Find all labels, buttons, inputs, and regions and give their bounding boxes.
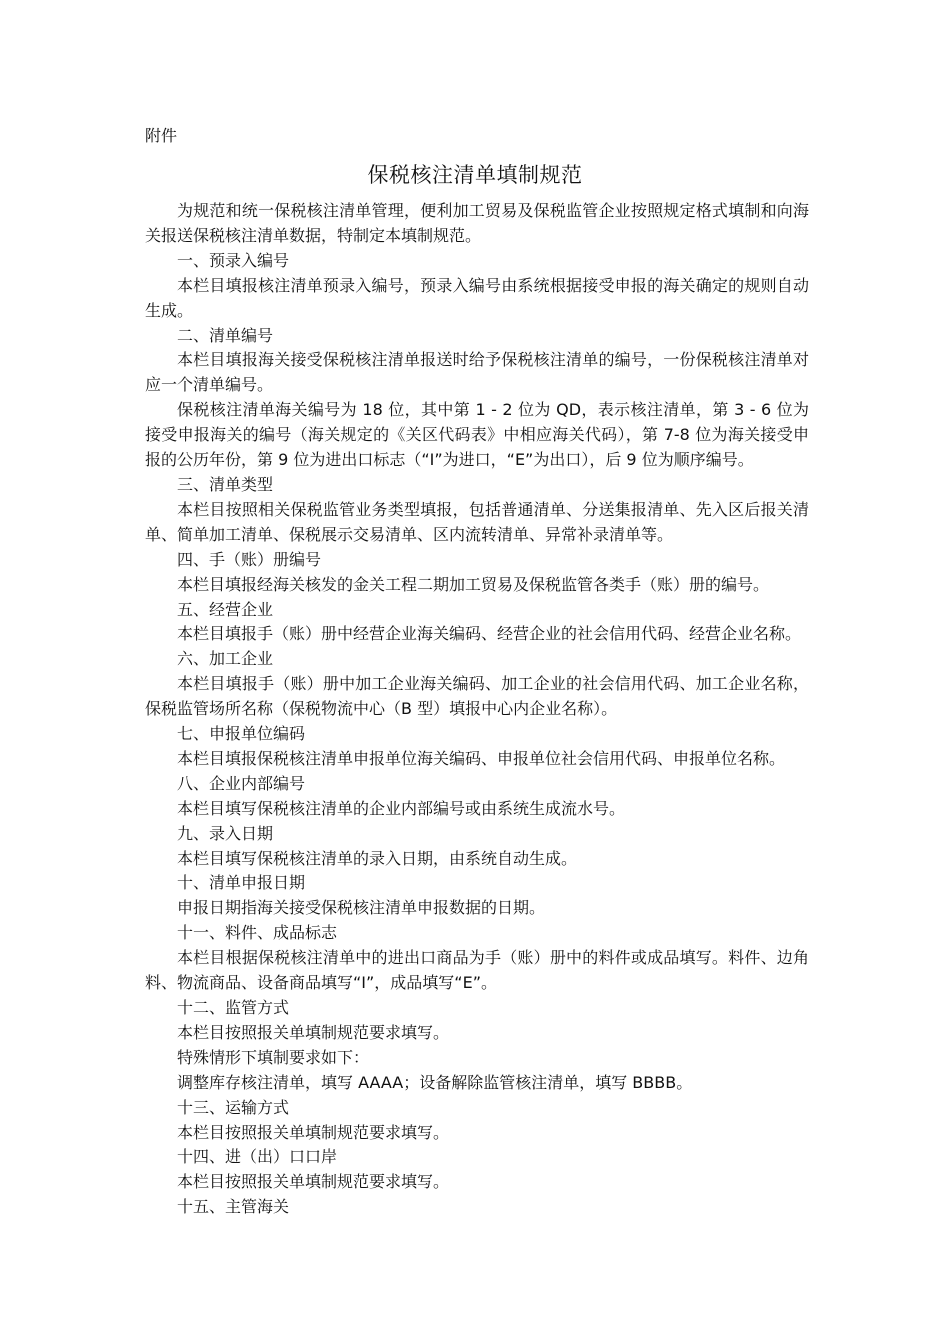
paragraph: 本栏目填报海关接受保税核注清单报送时给予保税核注清单的编号，一份保税核注清单对应一个清单编号。 xyxy=(145,350,809,395)
paragraph: 本栏目按照报关单填制规范要求填写。 xyxy=(177,1172,450,1192)
section-heading: 十、清单申报日期 xyxy=(177,873,306,893)
document-body xyxy=(145,199,809,1220)
section-heading: 一、预录入编号 xyxy=(177,250,290,270)
paragraph: 本栏目填报核注清单预录入编号，预录入编号由系统根据接受申报的海关确定的规则自动生成。 xyxy=(145,275,809,320)
paragraph: 本栏目填报手（账）册中加工企业海关编码、加工企业的社会信用代码、加工企业名称，保税监管场所名称（保税物流中心（B 型）填报中心内企业名称）。 xyxy=(145,674,809,719)
paragraph: 本栏目填报手（账）册中经营企业海关编码、经营企业的社会信用代码、经营企业名称。 xyxy=(177,624,802,644)
paragraph: 调整库存核注清单，填写 AAAA；设备解除监管核注清单，填写 BBBB。 xyxy=(177,1072,693,1092)
section-heading: 九、录入日期 xyxy=(177,823,274,843)
section-heading: 二、清单编号 xyxy=(177,325,274,345)
section-heading: 十二、监管方式 xyxy=(177,998,290,1017)
paragraph: 本栏目按照相关保税监管业务类型填报，包括普通清单、分送集报清单、先入区后报关清单、简单加工清单、保税展示交易清单、区内流转清单、异常补录清单等。 xyxy=(145,499,809,544)
paragraph: 本栏目填写保税核注清单的企业内部编号或由系统生成流水号。 xyxy=(177,798,626,818)
section-heading: 十四、进（出）口口岸 xyxy=(177,1147,338,1167)
section-heading: 六、加工企业 xyxy=(177,649,274,669)
paragraph: 本栏目填报经海关核发的金关工程二期加工贸易及保税监管各类手（账）册的编号。 xyxy=(177,574,770,594)
paragraph: 本栏目按照报关单填制规范要求填写。 xyxy=(177,1022,450,1042)
section-heading: 五、经营企业 xyxy=(177,599,274,619)
paragraph: 为规范和统一保税核注清单管理，便利加工贸易及保税监管企业按照规定格式填制和向海关报送保税核注清单数据，特制定本填制规范。 xyxy=(145,201,809,245)
paragraph: 本栏目按照报关单填制规范要求填写。 xyxy=(177,1122,450,1142)
section-heading: 七、申报单位编码 xyxy=(177,724,306,744)
paragraph: 保税核注清单海关编号为 18 位，其中第 1 - 2 位为 QD，表示核注清单，第 3 - 6 位为接受申报海关的编号（海关规定的《关区代码表》中相应海关代码），第 7-8 位为海关接受申报的公历年份，第 9 位为进出口标志（“I”为进口，“E”为出口），后 9 位为顺序编号。 xyxy=(145,400,809,470)
section-heading: 四、手（账）册编号 xyxy=(177,549,322,569)
paragraph: 本栏目填报保税核注清单申报单位海关编码、申报单位社会信用代码、申报单位名称。 xyxy=(177,748,786,768)
document-title: 保税核注清单填制规范 xyxy=(367,163,583,187)
paragraph: 申报日期指海关接受保税核注清单申报数据的日期。 xyxy=(177,898,546,918)
paragraph: 本栏目根据保税核注清单中的进出口商品为手（账）册中的料件或成品填写。料件、边角料、物流商品、设备商品填写“I”，成品填写“E”。 xyxy=(145,948,809,993)
section-heading: 十一、料件、成品标志 xyxy=(177,923,338,943)
section-heading: 三、清单类型 xyxy=(177,474,274,494)
section-heading: 十三、运输方式 xyxy=(177,1097,290,1117)
attachment-label: 附件 xyxy=(145,126,178,145)
section-heading: 十五、主管海关 xyxy=(177,1197,290,1217)
section-heading: 八、企业内部编号 xyxy=(177,773,306,793)
paragraph: 特殊情形下填制要求如下： xyxy=(177,1047,370,1067)
paragraph: 本栏目填写保税核注清单的录入日期，由系统自动生成。 xyxy=(177,848,578,868)
